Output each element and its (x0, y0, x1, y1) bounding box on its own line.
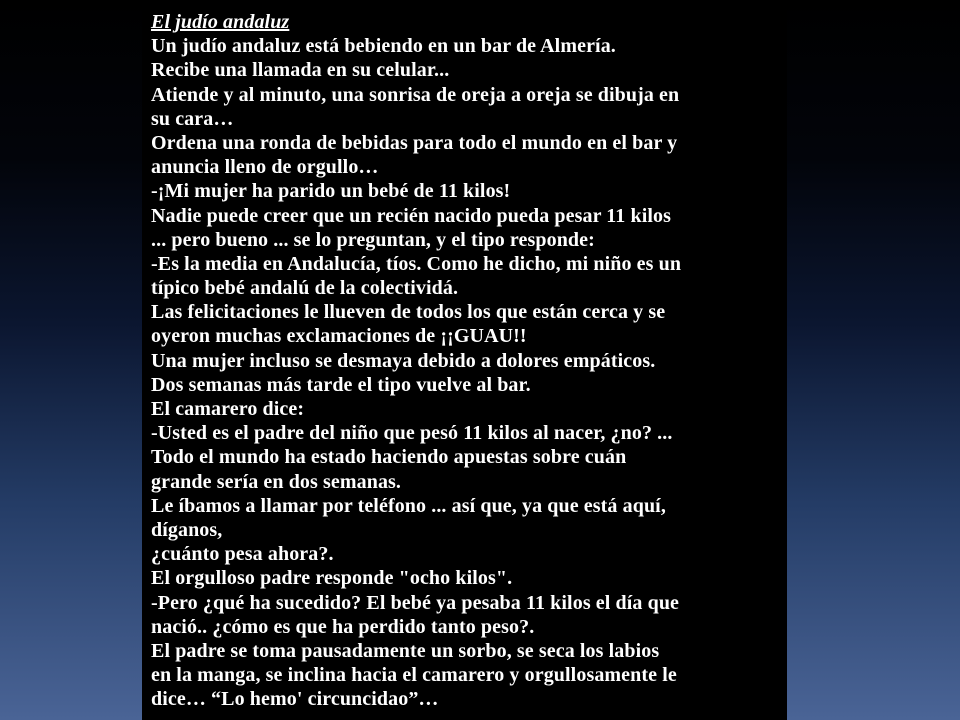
text-line: Todo el mundo ha estado haciendo apuestas sobre cuán (151, 446, 627, 469)
slide-text-panel (142, 0, 787, 720)
text-line: Las felicitaciones le llueven de todos los que están cerca y se (151, 301, 666, 324)
text-line: -Pero ¿qué ha sucedido? El bebé ya pesaba 11 kilos el día que (151, 591, 680, 614)
text-line: ... pero bueno ... se lo preguntan, y el tipo responde: (151, 228, 595, 251)
text-line: díganos, (151, 518, 223, 541)
text-line: El orgulloso padre responde "ocho kilos". (151, 567, 513, 590)
text-line: su cara… (151, 107, 234, 130)
text-line: nació.. ¿cómo es que ha perdido tanto peso?. (151, 615, 535, 638)
text-line: en la manga, se inclina hacia el camarero y orgullosamente le (151, 664, 677, 687)
text-line: oyeron muchas exclamaciones de ¡¡GUAU!! (151, 325, 527, 348)
text-line: Atiende y al minuto, una sonrisa de oreja a oreja se dibuja en (151, 83, 680, 106)
text-line: grande sería en dos semanas. (151, 470, 402, 493)
text-line: Un judío andaluz está bebiendo en un bar de Almería. (151, 35, 616, 58)
text-line: El camarero dice: (151, 398, 305, 420)
text-line: Una mujer incluso se desmaya debido a dolores empáticos. (151, 349, 656, 372)
text-line: Le íbamos a llamar por teléfono ... así que, ya que está aquí, (151, 494, 666, 517)
text-line: anuncia lleno de orgullo… (151, 156, 379, 179)
text-line: -Es la media en Andalucía, tíos. Como he dicho, mi niño es un (151, 252, 682, 275)
text-line: Recibe una llamada en su celular... (151, 59, 450, 82)
joke-text-body (151, 10, 791, 711)
text-line: ¿cuánto pesa ahora?. (151, 543, 334, 566)
text-line: típico bebé andalú de la colectividá. (151, 277, 459, 300)
text-line: El padre se toma pausadamente un sorbo, se seca los labios (151, 639, 660, 662)
text-line: -Usted es el padre del niño que pesó 11 kilos al nacer, ¿no? ... (151, 422, 673, 445)
text-line: Ordena una ronda de bebidas para todo el mundo en el bar y (151, 131, 678, 154)
text-line: Nadie puede creer que un recién nacido pueda pesar 11 kilos (151, 204, 672, 227)
text-line: dice… “Lo hemo' circuncidao”… (151, 688, 439, 711)
joke-title: El judío andaluz (151, 11, 290, 33)
text-line: Dos semanas más tarde el tipo vuelve al bar. (151, 373, 531, 396)
text-line: -¡Mi mujer ha parido un bebé de 11 kilos! (151, 180, 511, 203)
